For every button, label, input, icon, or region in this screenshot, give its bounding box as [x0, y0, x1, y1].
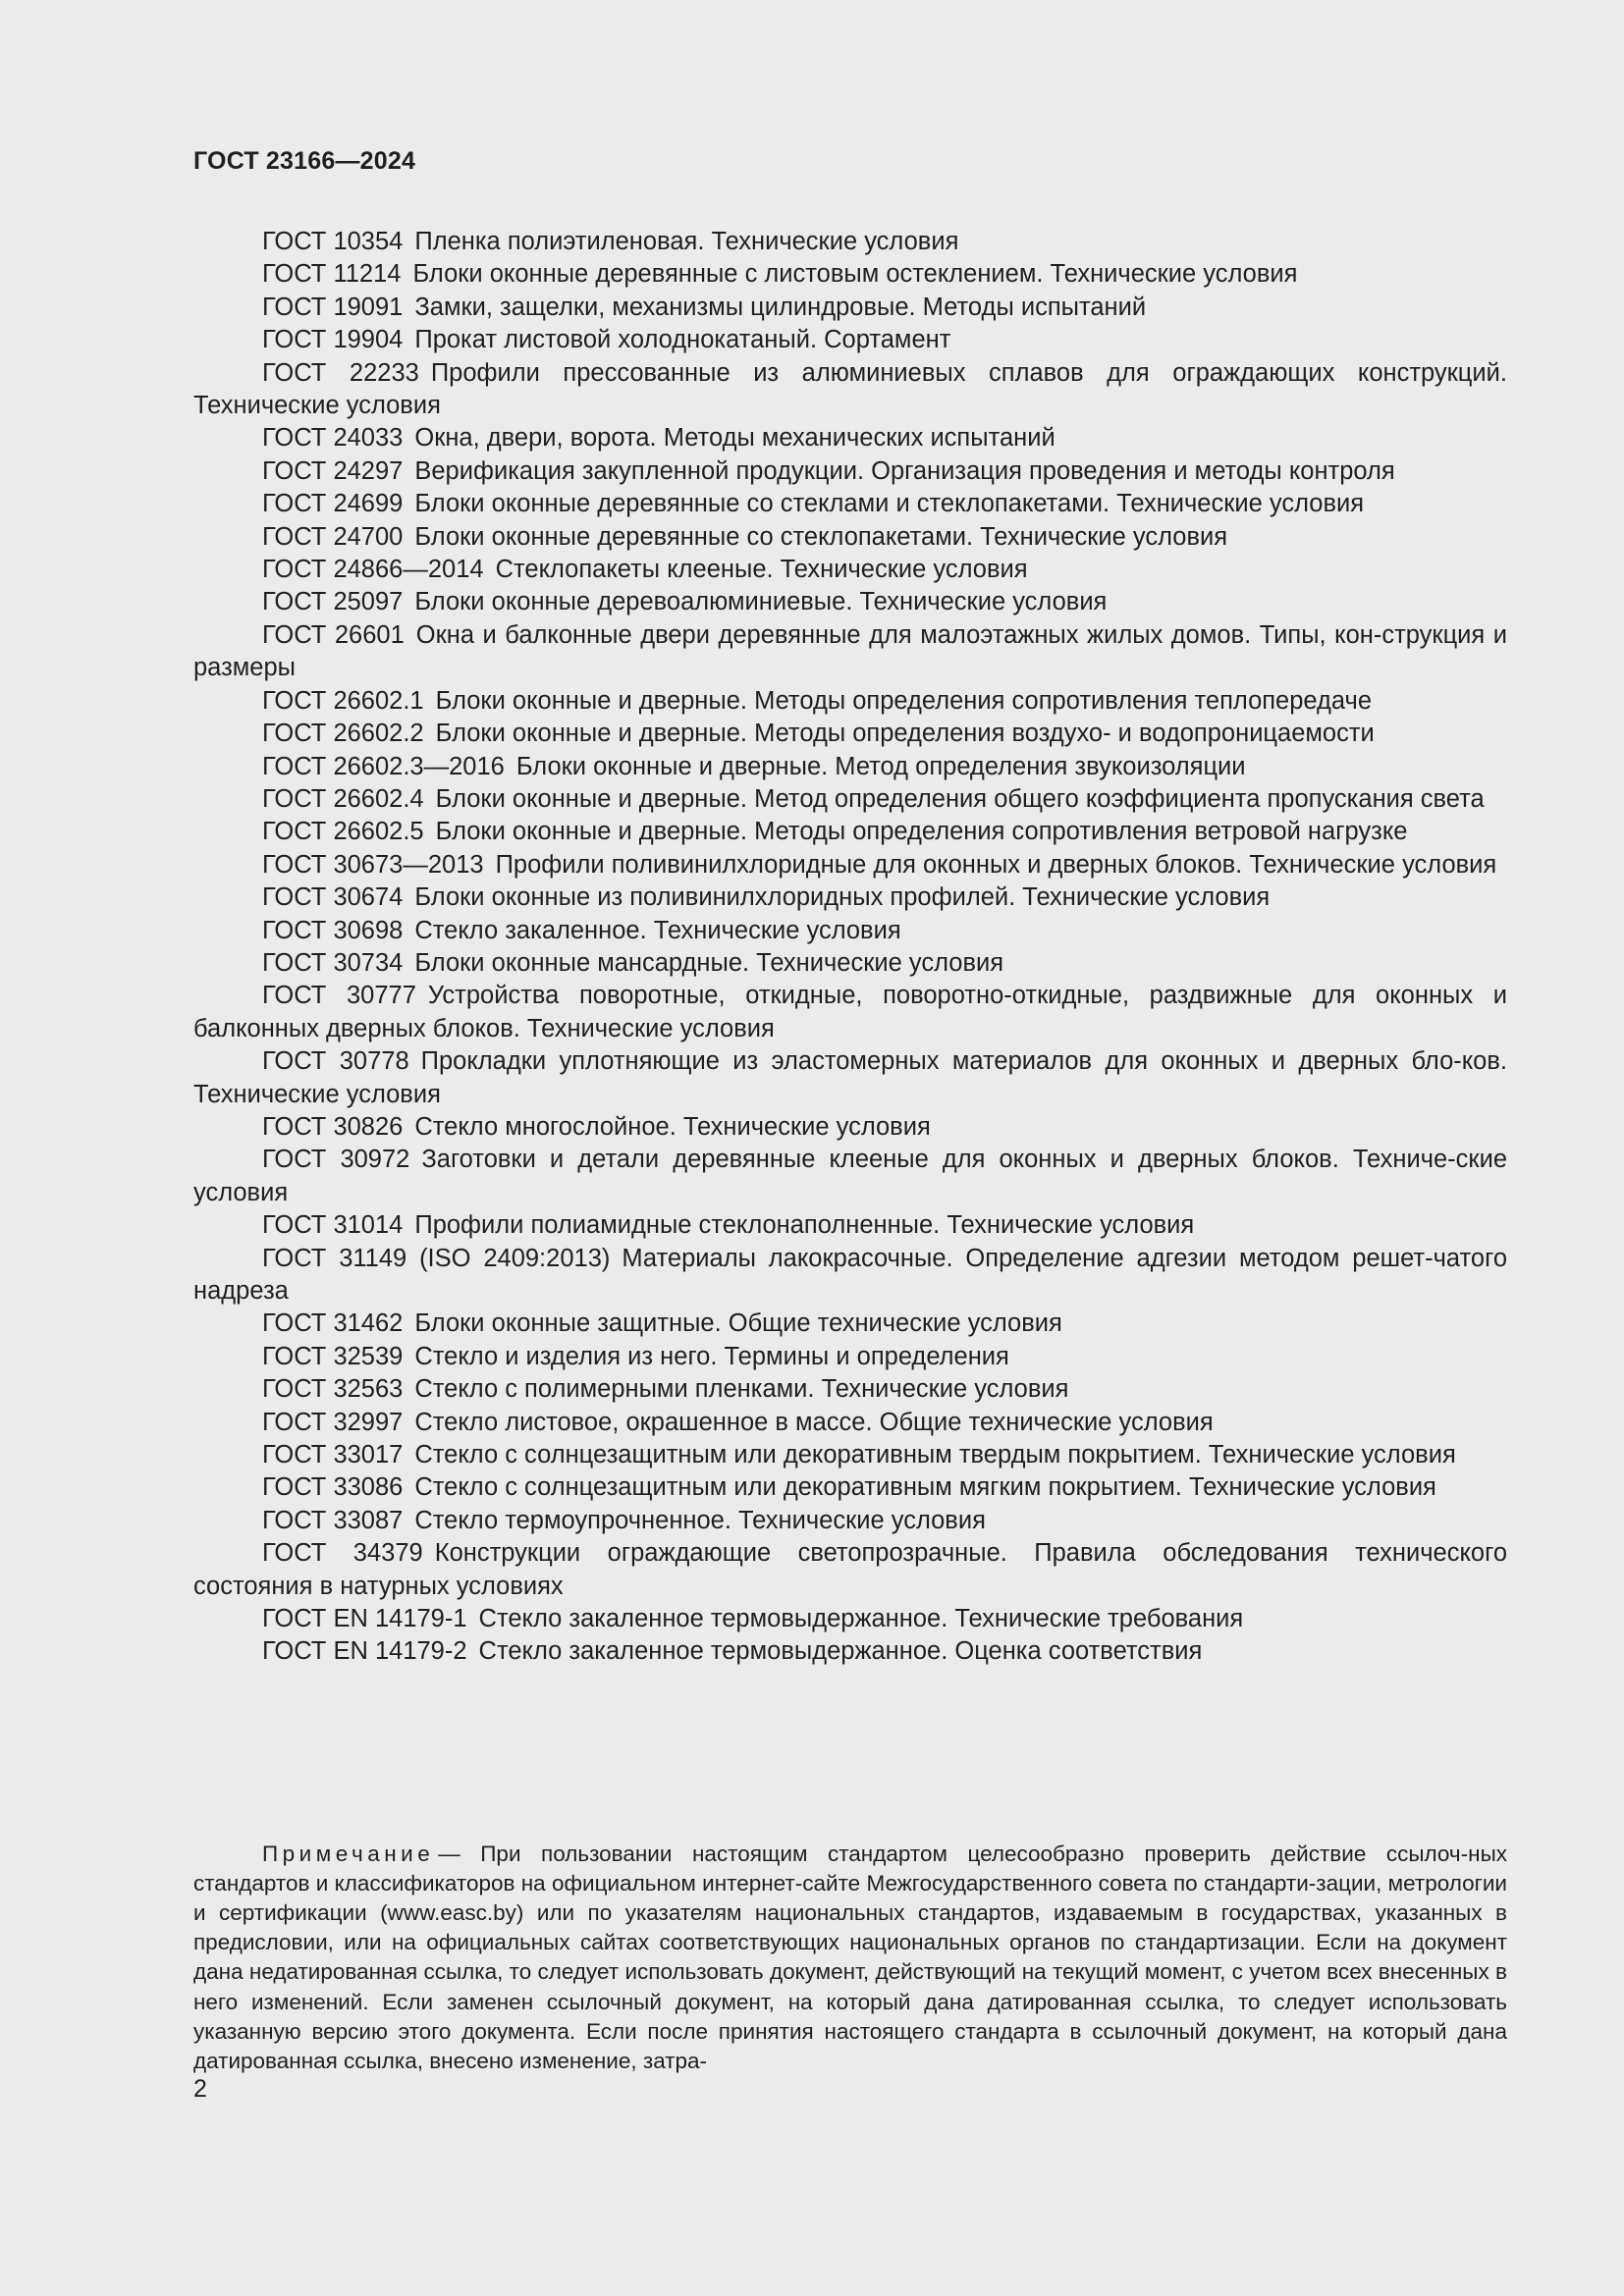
reference-title: Пленка полиэтиленовая. Технические условия	[414, 228, 959, 255]
reference-entry	[193, 1111, 1507, 1144]
reference-entry	[193, 554, 1507, 586]
reference-entry	[193, 685, 1507, 718]
reference-code: ГОСТ 24297	[262, 456, 404, 485]
document-header: ГОСТ 23166—2024	[193, 147, 416, 175]
reference-entry	[193, 751, 1507, 783]
note-text: — При пользовании настоящим стандартом целесообразно проверить действие ссылоч-ных стандартов и классификаторов на официальном интернет-сайте Межгосударственного совета по стандарти-зации, метрологии и сертификации (www.easc.by) или по указателям национальных стандартов, издаваемым в государствах, указанных в предисловии, или на официальных сайтах соответствующих национальных органов по стандартизации. Если на документ дана недатированная ссылка, то следует использовать документ, действующий на текущий момент, с учетом всех внесенных в него изменений. Если заменен ссылочный документ, на который дана датированная ссылка, то следует использовать указанную версию этого документа. Если после принятия настоящего стандарта в ссылочный документ, на который дана датированная ссылка, внесено изменение, затра-	[193, 1841, 1507, 2073]
reference-title: Блоки оконные деревоалюминиевые. Технические условия	[414, 588, 1108, 616]
reference-title: Профили поливинилхлоридные для оконных и дверных блоков. Технические условия	[495, 850, 1497, 879]
reference-entry	[193, 488, 1507, 520]
reference-entry	[193, 1341, 1507, 1373]
reference-title: Блоки оконные и дверные. Методы определения воздухо- и водопроницаемости	[435, 720, 1375, 748]
reference-code: ГОСТ 30674	[262, 883, 404, 912]
reference-code: ГОСТ 33086	[262, 1473, 404, 1502]
reference-entry	[193, 422, 1507, 454]
reference-code: ГОСТ 26602.4	[262, 784, 424, 813]
reference-title: Блоки оконные деревянные с листовым остеклением. Технические условия	[412, 260, 1298, 289]
reference-code: ГОСТ 24033	[262, 424, 404, 453]
reference-entry	[193, 1373, 1507, 1406]
reference-title: Блоки оконные и дверные. Метод определения общего коэффициента пропускания света	[435, 784, 1485, 813]
reference-title: Профили полиамидные стеклонаполненные. Технические условия	[414, 1211, 1195, 1240]
reference-code: ГОСТ 11214	[262, 260, 402, 289]
reference-code: ГОСТ 33017	[262, 1441, 404, 1469]
reference-entry	[193, 324, 1507, 356]
reference-entry	[193, 1439, 1507, 1471]
normative-references-list	[193, 226, 1507, 1669]
reference-title: Устройства поворотные, откидные, поворотно-откидные, раздвижные для оконных и балконных дверных блоков. Технические условия	[193, 982, 1507, 1042]
reference-entry	[193, 455, 1507, 488]
reference-code: ГОСТ 19091	[262, 293, 404, 321]
reference-title: Блоки оконные деревянные со стеклопакетами. Технические условия	[414, 522, 1228, 551]
reference-code: ГОСТ 33087	[262, 1506, 404, 1534]
reference-title: Стекло с солнцезащитным или декоративным твердым покрытием. Технические условия	[414, 1441, 1456, 1469]
reference-entry	[193, 1635, 1507, 1668]
reference-title: Окна и балконные двери деревянные для малоэтажных жилых домов. Типы, кон-струкция и размеры	[193, 620, 1507, 682]
reference-title: Блоки оконные и дверные. Методы определения сопротивления теплопередаче	[435, 686, 1373, 715]
reference-code: ГОСТ EN 14179-2	[262, 1637, 467, 1666]
reference-code: ГОСТ EN 14179-1	[262, 1605, 467, 1633]
reference-entry	[193, 1471, 1507, 1504]
reference-entry	[193, 881, 1507, 914]
reference-entry	[193, 357, 1507, 423]
reference-code: ГОСТ 26602.3—2016	[262, 752, 505, 780]
reference-code: ГОСТ 26602.2	[262, 720, 424, 748]
reference-code: ГОСТ 30734	[262, 948, 404, 977]
reference-entry	[193, 947, 1507, 980]
reference-code: ГОСТ 31462	[262, 1309, 404, 1338]
reference-title: Стекло закаленное термовыдержанное. Оценка соответствия	[478, 1637, 1203, 1666]
reference-code: ГОСТ 32563	[262, 1375, 404, 1404]
reference-code: ГОСТ 24866—2014	[262, 556, 484, 584]
reference-entry	[193, 1243, 1507, 1308]
reference-title: Стекло и изделия из него. Термины и определения	[414, 1342, 1009, 1370]
reference-code: ГОСТ 34379	[262, 1539, 423, 1568]
reference-title: Стеклопакеты клееные. Технические условия	[495, 556, 1028, 584]
reference-entry	[193, 1144, 1507, 1209]
reference-code: ГОСТ 26601	[262, 620, 405, 649]
reference-code: ГОСТ 30972	[262, 1146, 410, 1174]
reference-code: ГОСТ 10354	[262, 228, 404, 255]
reference-code: ГОСТ 30826	[262, 1112, 404, 1141]
reference-code: ГОСТ 26602.1	[262, 686, 424, 715]
reference-entry	[193, 783, 1507, 816]
reference-title: Блоки оконные защитные. Общие технические условия	[414, 1309, 1062, 1338]
reference-title: Стекло закаленное термовыдержанное. Технические требования	[478, 1605, 1244, 1633]
reference-entry	[193, 915, 1507, 947]
reference-title: Блоки оконные из поливинилхлоридных профилей. Технические условия	[414, 883, 1271, 912]
reference-title: Блоки оконные мансардные. Технические условия	[414, 948, 1004, 977]
reference-title: Окна, двери, ворота. Методы механических испытаний	[414, 424, 1056, 453]
reference-entry	[193, 1603, 1507, 1635]
reference-entry	[193, 226, 1507, 258]
reference-code: ГОСТ 24699	[262, 490, 404, 518]
reference-title: Блоки оконные и дверные. Методы определения сопротивления ветровой нагрузке	[435, 818, 1408, 846]
reference-entry	[193, 849, 1507, 881]
reference-entry	[193, 586, 1507, 618]
reference-title: Конструкции ограждающие светопрозрачные. Правила обследования технического состояния в натурных условиях	[193, 1539, 1507, 1600]
reference-code: ГОСТ 31014	[262, 1211, 404, 1240]
reference-title: Стекло закаленное. Технические условия	[414, 916, 901, 944]
reference-title: Заготовки и детали деревянные клееные для оконных и дверных блоков. Техниче-ские условия	[193, 1146, 1507, 1206]
reference-title: Блоки оконные и дверные. Метод определения звукоизоляции	[515, 752, 1246, 780]
reference-code: ГОСТ 19904	[262, 326, 404, 354]
reference-entry	[193, 619, 1507, 685]
reference-code: ГОСТ 30777	[262, 982, 416, 1010]
reference-code: ГОСТ 30698	[262, 916, 404, 944]
reference-title: Материалы лакокрасочные. Определение адгезии методом решет-чатого надреза	[193, 1244, 1508, 1305]
reference-entry	[193, 521, 1507, 554]
note-label: Примечание	[262, 1841, 435, 1866]
reference-entry	[193, 1505, 1507, 1537]
reference-entry	[193, 1407, 1507, 1439]
reference-title: Прокат листовой холоднокатаный. Сортамент	[414, 326, 951, 354]
page-number: 2	[193, 2075, 207, 2103]
reference-code: ГОСТ 25097	[262, 588, 404, 616]
reference-title: Стекло многослойное. Технические условия	[414, 1112, 931, 1141]
references-note	[193, 1840, 1507, 2077]
reference-code: ГОСТ 24700	[262, 522, 404, 551]
reference-code: ГОСТ 30673—2013	[262, 850, 484, 879]
reference-title: Стекло листовое, окрашенное в массе. Общие технические условия	[414, 1408, 1214, 1436]
reference-entry	[193, 1537, 1507, 1603]
reference-entry	[193, 718, 1507, 750]
reference-title: Блоки оконные деревянные со стеклами и стеклопакетами. Технические условия	[414, 490, 1365, 518]
reference-title: Замки, защелки, механизмы цилиндровые. Методы испытаний	[414, 293, 1147, 321]
reference-entry	[193, 258, 1507, 291]
reference-title: Профили прессованные из алюминиевых сплавов для ограждающих конструкций. Технические условия	[193, 358, 1507, 420]
reference-title: Стекло с солнцезащитным или декоративным мягким покрытием. Технические условия	[414, 1473, 1436, 1502]
reference-code: ГОСТ 32997	[262, 1408, 404, 1436]
reference-entry	[193, 980, 1507, 1045]
reference-title: Стекло с полимерными пленками. Технические условия	[414, 1375, 1069, 1404]
reference-code: ГОСТ 26602.5	[262, 818, 424, 846]
reference-code: ГОСТ 31149 (ISO 2409:2013)	[262, 1244, 611, 1272]
reference-entry	[193, 1209, 1507, 1242]
reference-code: ГОСТ 22233	[262, 358, 419, 387]
reference-code: ГОСТ 32539	[262, 1342, 404, 1370]
reference-title: Прокладки уплотняющие из эластомерных материалов для оконных и дверных бло-ков. Технические условия	[193, 1047, 1507, 1108]
reference-title: Верификация закупленной продукции. Организация проведения и методы контроля	[414, 456, 1395, 485]
reference-entry	[193, 1308, 1507, 1340]
reference-entry	[193, 292, 1507, 324]
reference-code: ГОСТ 30778	[262, 1047, 409, 1076]
reference-entry	[193, 1045, 1507, 1111]
reference-entry	[193, 816, 1507, 848]
reference-title: Стекло термоупрочненное. Технические условия	[414, 1506, 986, 1534]
